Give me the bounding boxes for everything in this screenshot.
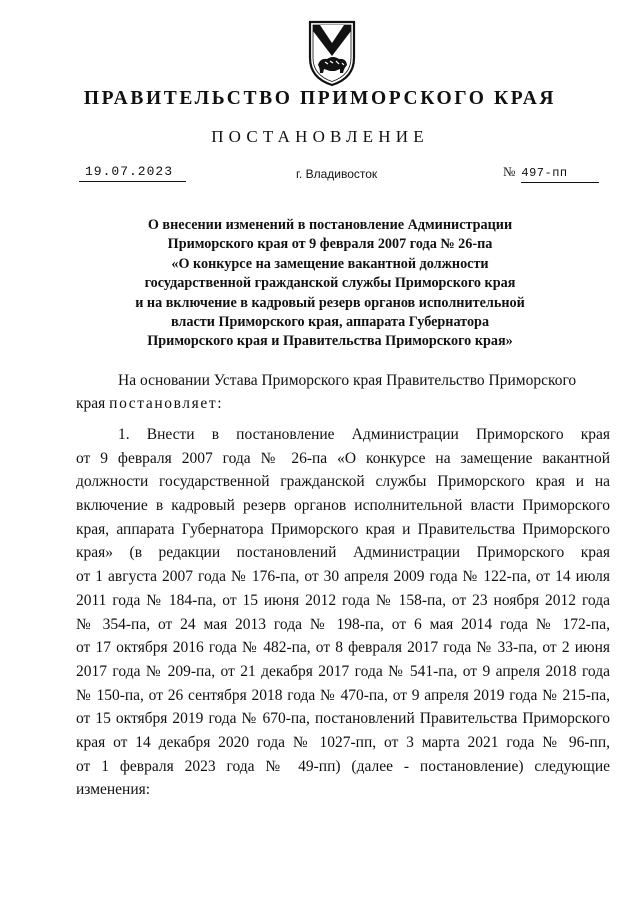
resolution-title [100,216,560,352]
clause-line: 2011 года № 184-па, от 15 июня 2012 года № 158-па, от 23 ноября 2012 года [76,591,610,609]
document-number [503,163,599,183]
preamble-paragraph [76,369,610,415]
preamble-line: На основании Устава Приморского края Правительство Приморского [118,372,577,389]
clause-line: от 15 октября 2019 года № 670-па, постановлений Правительства Приморского [76,710,610,728]
clause-line: изменения: [76,781,151,799]
clause-line: края от 14 декабря 2020 года № 1027-пп, от 3 марта 2021 года № 96-пп, [76,733,610,751]
clause-line: № 150-па, от 26 сентября 2018 года № 470-па, от 9 апреля 2019 года № 215-па, [76,686,610,704]
preamble-line [76,392,610,415]
clause-line: от 1 февраля 2023 года № 49-пп) (далее - постановление) следующие [76,757,610,775]
document-type: ПОСТАНОВЛЕНИЕ [211,127,429,146]
clause-1-paragraph [76,423,610,802]
clause-line: от 9 февраля 2007 года № 26-па «О конкурсе на замещение вакантной [76,449,610,467]
clause-line: должности государственной гражданской службы Приморского края и на [76,473,610,491]
title-line: и на включение в кадровый резерв органов исполнительной [135,294,525,311]
title-line: власти Приморского края, аппарата Губернатора [170,314,490,331]
title-line: Приморского края от 9 февраля 2007 года № 26-па [167,236,493,253]
clause-line: от 1 августа 2007 года № 176-па, от 30 апреля 2009 года № 122-па, от 14 июля [76,568,610,586]
clause-line: 1. Внести в постановление Администрации Приморского края [118,426,610,443]
clause-line: от 17 октября 2016 года № 482-па, от 8 февраля 2017 года № 33-па, от 2 июня [76,639,610,657]
clause-line: № 354-па, от 24 мая 2013 года № 198-па, от 6 мая 2014 года № 172-па, [76,615,610,633]
number-value: 497-пп [521,164,599,183]
document-date: 19.07.2023 [79,163,186,182]
title-line: государственной гражданской службы Приморского края [144,275,516,292]
number-sign: № [503,164,516,179]
clause-line: края, аппарата Губернатора Приморского края и Правительства Приморского [76,520,610,538]
government-name: ПРАВИТЕЛЬСТВО ПРИМОРСКОГО КРАЯ [83,88,557,109]
clause-line: включение в кадровый резерв органов исполнительной власти Приморского [76,497,610,515]
document-city: г. Владивосток [296,167,378,181]
title-line: О внесении изменений в постановление Администрации [147,217,513,233]
preamble-text: края [76,395,110,412]
coat-of-arms-icon [303,18,361,88]
resolves-word: постановляет: [109,395,224,412]
title-line: Приморского края и Правительства Приморского края» [147,333,513,350]
clause-line: края» (в редакции постановлений Администрации Приморского края [76,544,610,562]
clause-line: 2017 года № 209-па, от 21 декабря 2017 года № 541-па, от 9 апреля 2018 года [76,662,610,680]
title-line: «О конкурсе на замещение вакантной должности [171,255,489,272]
